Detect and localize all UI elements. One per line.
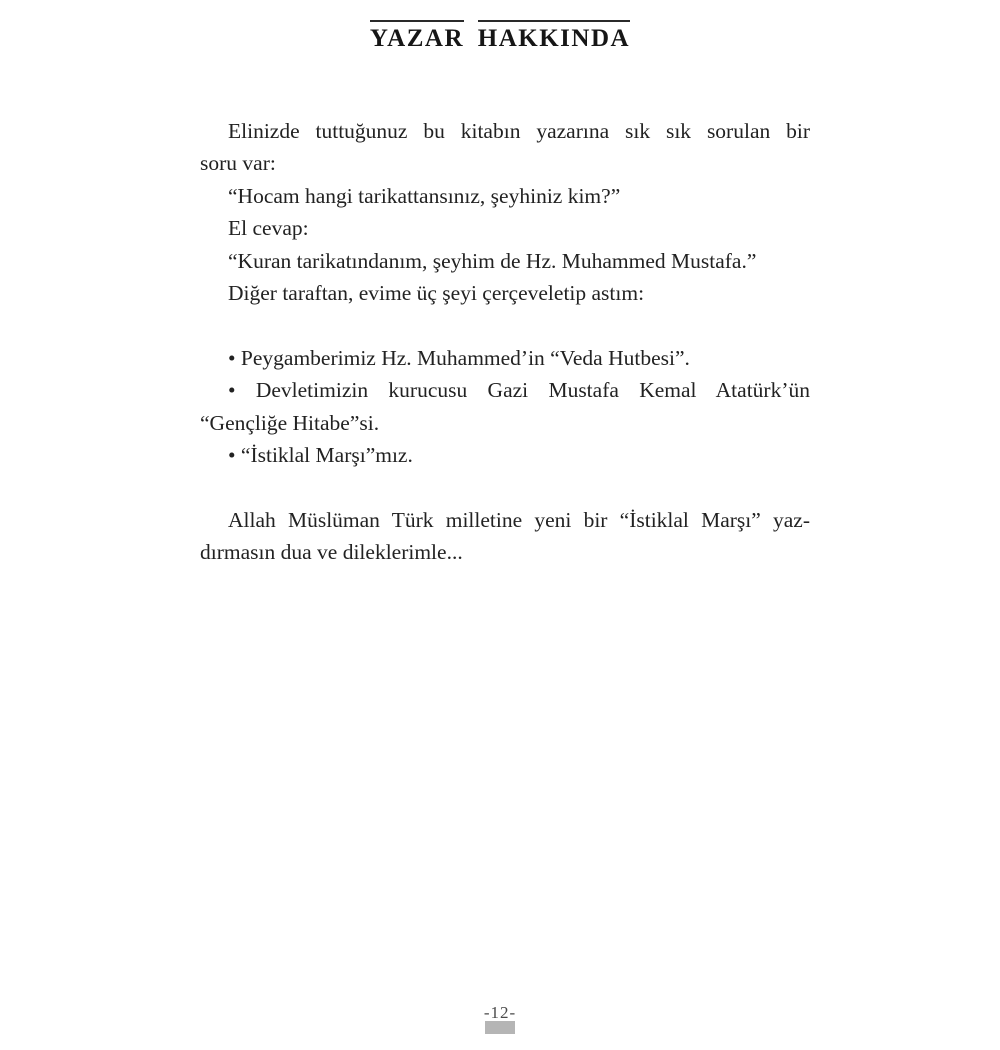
text-line: dırmasın dua ve dileklerimle... [200,540,463,565]
bullet-line: • Devletimizin kurucusu Gazi Mustafa Kemal Atatürk’ün [228,378,810,403]
text-line: Allah Müslüman Türk milletine yeni bir “İstiklal Marşı” yaz- [228,507,810,532]
footer-print-artifact [485,1021,515,1034]
text-line: soru var: [200,151,276,176]
text-line: El cevap: [228,216,309,241]
text-line: “Gençliğe Hitabe”si. [200,410,380,435]
paragraph-spacer [200,309,810,341]
text-line: Elinizde tuttuğunuz bu kitabın yazarına sık sık sorulan bir [228,119,810,143]
page-number: -12- [483,1003,517,1022]
page-footer [0,1003,1000,1023]
text-line: “Kuran tarikatındanım, şeyhim de Hz. Muhammed Mustafa.” [228,248,757,273]
text-line: “Hocam hangi tarikattansınız, şeyhiniz kim?” [228,183,621,208]
page-title [0,20,1000,53]
body-text [200,115,810,569]
paragraph-spacer [200,471,810,503]
text-line: Diğer taraftan, evime üç şeyi çerçeveletip astım: [228,281,645,306]
page-title-word-2: HAKKINDA [478,20,630,53]
bullet-line: • Peygamberimiz Hz. Muhammed’in “Veda Hutbesi”. [228,345,690,370]
page-title-word-1: YAZAR [370,20,464,53]
bullet-line: • “İstiklal Marşı”mız. [228,443,413,468]
